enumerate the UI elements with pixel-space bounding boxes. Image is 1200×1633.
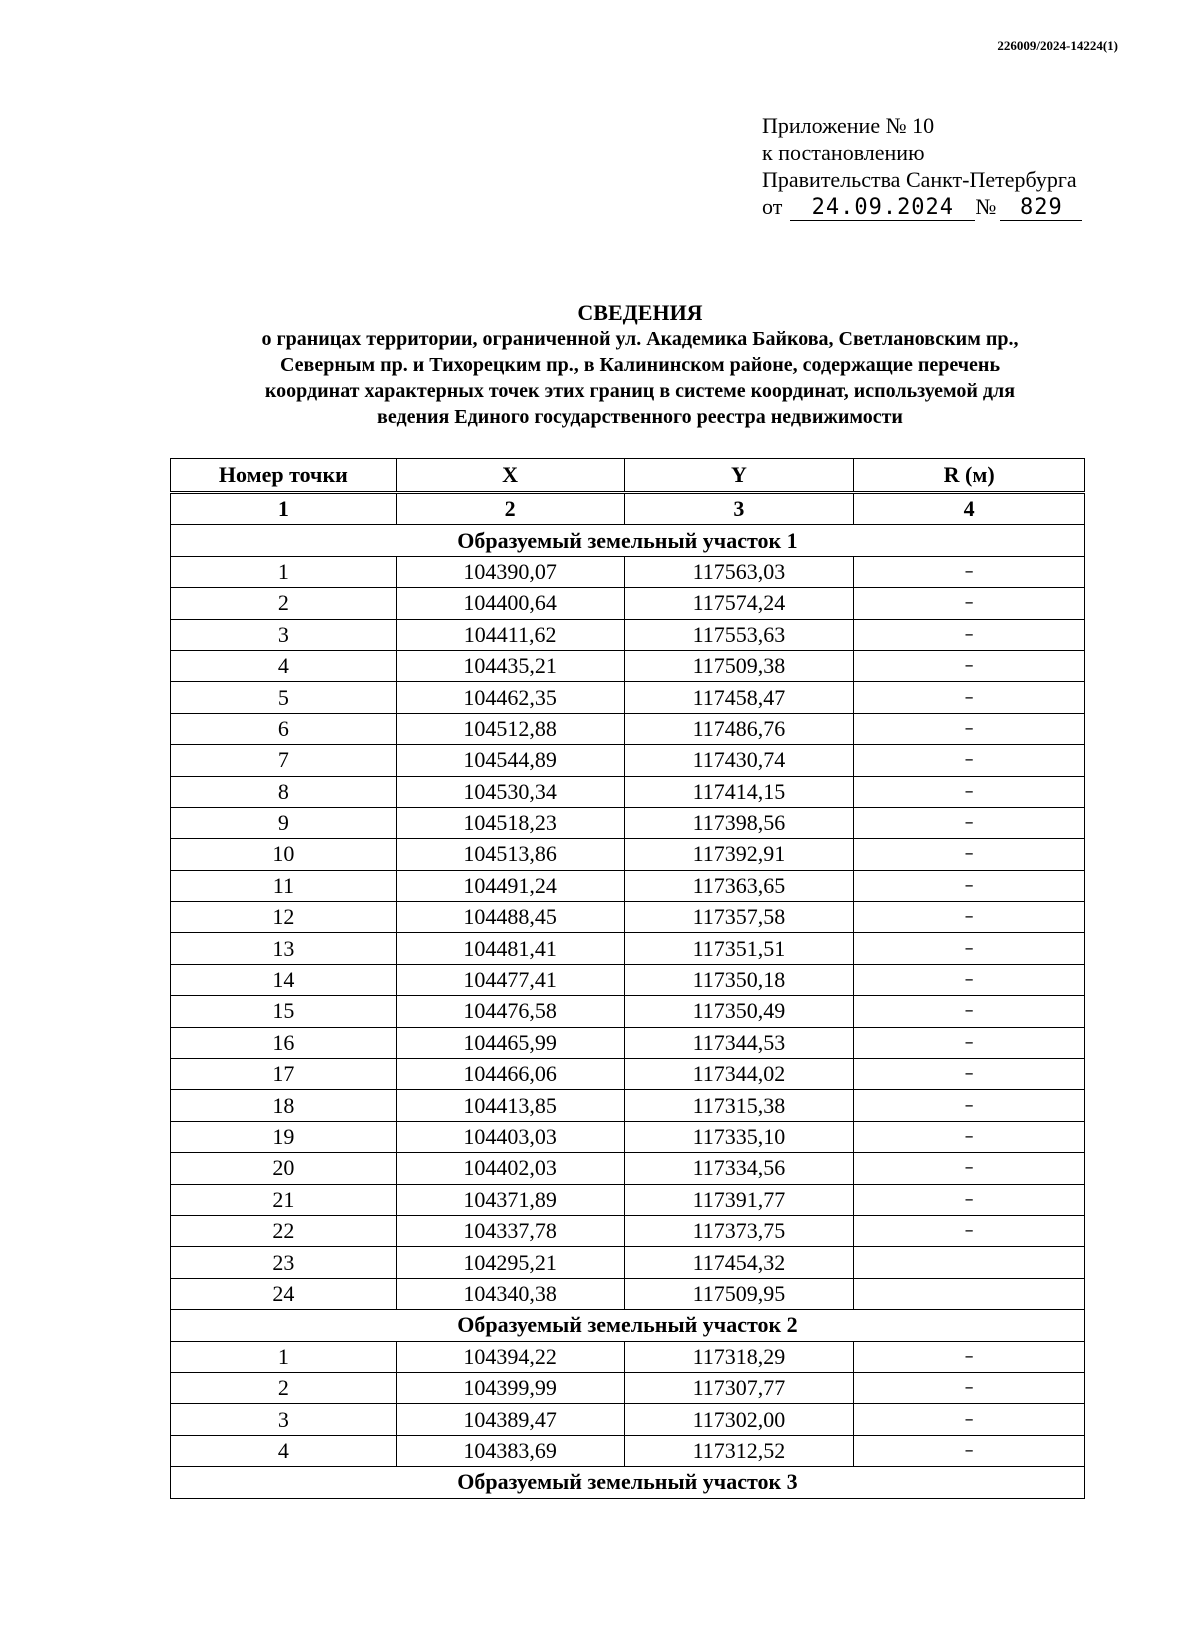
radius-cell: – [854,1027,1085,1058]
y-coordinate-cell: 117373,75 [624,1215,854,1246]
title-line-1: о границах территории, ограниченной ул. Академика Байкова, Светлановским пр., [261,328,1019,350]
table-row [171,556,1085,587]
x-coordinate-cell: 104389,47 [396,1404,624,1435]
x-coordinate-cell: 104340,38 [396,1278,624,1309]
y-coordinate-cell: 117392,91 [624,839,854,870]
number-label: № [975,194,997,219]
point-number-cell: 8 [171,776,397,807]
y-coordinate-cell: 117563,03 [624,556,854,587]
appendix-title: Приложение № 10 [762,113,935,138]
y-coordinate-cell: 117315,38 [624,1090,854,1121]
x-coordinate-cell: 104513,86 [396,839,624,870]
y-coordinate-cell: 117553,63 [624,619,854,650]
appendix-date-number-line [762,193,1082,221]
header-point-number: Номер точки [171,459,397,493]
header-x: X [396,459,624,493]
radius-cell: – [854,807,1085,838]
y-coordinate-cell: 117486,76 [624,713,854,744]
header-y: Y [624,459,854,493]
point-number-cell: 20 [171,1153,397,1184]
resolution-date: 24.09.2024 [790,196,975,221]
table-row [171,933,1085,964]
point-number-cell: 3 [171,1404,397,1435]
table-row [171,1435,1085,1466]
appendix-block [762,112,1082,221]
table-row [171,839,1085,870]
table-row [171,1153,1085,1184]
y-coordinate-cell: 117351,51 [624,933,854,964]
section-title: Образуемый земельный участок 1 [171,525,1085,556]
point-number-cell: 1 [171,1341,397,1372]
radius-cell: – [854,745,1085,776]
radius-cell: – [854,1059,1085,1090]
header-radius: R (м) [854,459,1085,493]
radius-cell: – [854,964,1085,995]
title-line-2: Северным пр. и Тихорецким пр., в Калининском районе, содержащие перечень [279,354,1001,376]
section-header-row [171,525,1085,556]
radius-cell: – [854,1372,1085,1403]
x-coordinate-cell: 104399,99 [396,1372,624,1403]
y-coordinate-cell: 117363,65 [624,870,854,901]
table-row [171,776,1085,807]
table-row [171,964,1085,995]
table-row [171,1027,1085,1058]
point-number-cell: 24 [171,1278,397,1309]
table-body [171,493,1085,1499]
y-coordinate-cell: 117509,95 [624,1278,854,1309]
document-registration-number: 226009/2024-14224(1) [997,38,1118,53]
point-number-cell: 17 [171,1059,397,1090]
table-row [171,870,1085,901]
from-label: от [762,194,783,219]
table-row [171,1247,1085,1278]
y-coordinate-cell: 117454,32 [624,1247,854,1278]
point-number-cell: 13 [171,933,397,964]
table-row [171,650,1085,681]
y-coordinate-cell: 117344,53 [624,1027,854,1058]
table-row [171,1184,1085,1215]
y-coordinate-cell: 117458,47 [624,682,854,713]
x-coordinate-cell: 104435,21 [396,650,624,681]
table-row [171,745,1085,776]
resolution-number: 829 [1000,196,1082,221]
y-coordinate-cell: 117318,29 [624,1341,854,1372]
x-coordinate-cell: 104295,21 [396,1247,624,1278]
table-row [171,619,1085,650]
point-number-cell: 7 [171,745,397,776]
x-coordinate-cell: 104465,99 [396,1027,624,1058]
radius-cell: – [854,933,1085,964]
x-coordinate-cell: 104400,64 [396,588,624,619]
table-row [171,807,1085,838]
column-number: 3 [624,493,854,525]
radius-cell: – [854,1435,1085,1466]
x-coordinate-cell: 104462,35 [396,682,624,713]
y-coordinate-cell: 117430,74 [624,745,854,776]
section-title: Образуемый земельный участок 2 [171,1310,1085,1341]
point-number-cell: 6 [171,713,397,744]
y-coordinate-cell: 117414,15 [624,776,854,807]
y-coordinate-cell: 117391,77 [624,1184,854,1215]
point-number-cell: 1 [171,556,397,587]
x-coordinate-cell: 104518,23 [396,807,624,838]
appendix-issuer: Правительства Санкт-Петербурга [762,167,1077,192]
table-row [171,902,1085,933]
point-number-cell: 14 [171,964,397,995]
column-number: 2 [396,493,624,525]
x-coordinate-cell: 104466,06 [396,1059,624,1090]
section-header-row [171,1467,1085,1498]
point-number-cell: 12 [171,902,397,933]
point-number-cell: 3 [171,619,397,650]
table-row [171,1059,1085,1090]
radius-cell: – [854,996,1085,1027]
radius-cell: – [854,776,1085,807]
x-coordinate-cell: 104390,07 [396,556,624,587]
radius-cell: – [854,682,1085,713]
table-row [171,682,1085,713]
point-number-cell: 16 [171,1027,397,1058]
radius-cell: – [854,1090,1085,1121]
radius-cell: – [854,870,1085,901]
x-coordinate-cell: 104512,88 [396,713,624,744]
x-coordinate-cell: 104371,89 [396,1184,624,1215]
point-number-cell: 10 [171,839,397,870]
point-number-cell: 4 [171,650,397,681]
title-line-4: ведения Единого государственного реестра недвижимости [377,406,903,428]
point-number-cell: 2 [171,588,397,619]
table-header-row [171,459,1085,493]
radius-cell: – [854,650,1085,681]
y-coordinate-cell: 117344,02 [624,1059,854,1090]
x-coordinate-cell: 104491,24 [396,870,624,901]
x-coordinate-cell: 104411,62 [396,619,624,650]
column-number: 4 [854,493,1085,525]
table-row [171,1372,1085,1403]
document-title [100,300,1180,430]
table-row [171,588,1085,619]
radius-cell: – [854,1404,1085,1435]
radius-cell: – [854,619,1085,650]
title-line-3: координат характерных точек этих границ в системе координат, используемой для [264,380,1016,402]
radius-cell [854,1278,1085,1309]
x-coordinate-cell: 104530,34 [396,776,624,807]
point-number-cell: 21 [171,1184,397,1215]
x-coordinate-cell: 104477,41 [396,964,624,995]
point-number-cell: 23 [171,1247,397,1278]
x-coordinate-cell: 104488,45 [396,902,624,933]
y-coordinate-cell: 117302,00 [624,1404,854,1435]
coordinates-table [170,458,1085,1499]
radius-cell: – [854,1153,1085,1184]
radius-cell: – [854,902,1085,933]
point-number-cell: 19 [171,1121,397,1152]
table-row [171,996,1085,1027]
y-coordinate-cell: 117307,77 [624,1372,854,1403]
table-row [171,1121,1085,1152]
y-coordinate-cell: 117335,10 [624,1121,854,1152]
point-number-cell: 22 [171,1215,397,1246]
y-coordinate-cell: 117312,52 [624,1435,854,1466]
table-row [171,1090,1085,1121]
point-number-cell: 11 [171,870,397,901]
point-number-cell: 15 [171,996,397,1027]
y-coordinate-cell: 117398,56 [624,807,854,838]
radius-cell: – [854,839,1085,870]
radius-cell [854,1247,1085,1278]
radius-cell: – [854,1121,1085,1152]
y-coordinate-cell: 117574,24 [624,588,854,619]
radius-cell: – [854,1215,1085,1246]
x-coordinate-cell: 104544,89 [396,745,624,776]
radius-cell: – [854,713,1085,744]
title-heading: СВЕДЕНИЯ [577,300,703,325]
table-row [171,1215,1085,1246]
point-number-cell: 18 [171,1090,397,1121]
table-row [171,1341,1085,1372]
y-coordinate-cell: 117350,18 [624,964,854,995]
x-coordinate-cell: 104383,69 [396,1435,624,1466]
x-coordinate-cell: 104394,22 [396,1341,624,1372]
y-coordinate-cell: 117357,58 [624,902,854,933]
section-header-row [171,1310,1085,1341]
x-coordinate-cell: 104413,85 [396,1090,624,1121]
section-title: Образуемый земельный участок 3 [171,1467,1085,1498]
radius-cell: – [854,1341,1085,1372]
x-coordinate-cell: 104402,03 [396,1153,624,1184]
column-number: 1 [171,493,397,525]
y-coordinate-cell: 117350,49 [624,996,854,1027]
point-number-cell: 5 [171,682,397,713]
x-coordinate-cell: 104476,58 [396,996,624,1027]
radius-cell: – [854,1184,1085,1215]
point-number-cell: 9 [171,807,397,838]
table-row [171,713,1085,744]
x-coordinate-cell: 104337,78 [396,1215,624,1246]
point-number-cell: 4 [171,1435,397,1466]
y-coordinate-cell: 117334,56 [624,1153,854,1184]
table-row [171,1278,1085,1309]
point-number-cell: 2 [171,1372,397,1403]
radius-cell: – [854,588,1085,619]
table-row [171,1404,1085,1435]
x-coordinate-cell: 104403,03 [396,1121,624,1152]
column-number-row [171,493,1085,525]
appendix-reference: к постановлению [762,140,925,165]
x-coordinate-cell: 104481,41 [396,933,624,964]
radius-cell: – [854,556,1085,587]
y-coordinate-cell: 117509,38 [624,650,854,681]
